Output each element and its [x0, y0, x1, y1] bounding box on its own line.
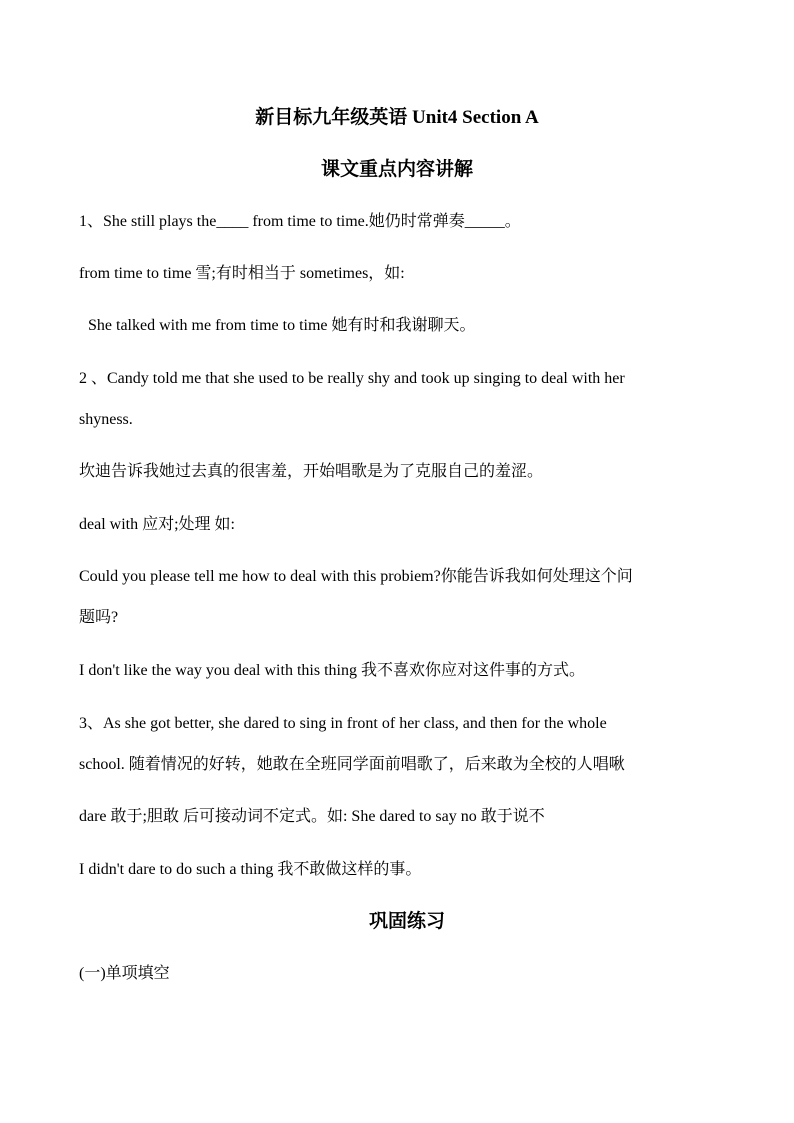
point-3-word-explanation: dare 敢于;胆敢 后可接动词不定式。如: She dared to say no 敢于说不 — [79, 808, 545, 825]
point-2-phrase-explanation: deal with 应对;处理 如: — [79, 516, 235, 533]
point-2-sentence-continued: shyness. — [79, 411, 133, 428]
point-3-sentence: 3、As she got better, she dared to sing in front of her class, and then for the whole — [79, 715, 607, 732]
point-1-example: She talked with me from time to time 她有时和我谢聊天。 — [88, 317, 476, 334]
point-2-sentence: 2 、Candy told me that she used to be really shy and took up singing to deal with her — [79, 370, 625, 387]
point-2-example-2: I don't like the way you deal with this thing 我不喜欢你应对这件事的方式。 — [79, 662, 585, 679]
point-2-example-1: Could you please tell me how to deal with this probiem?你能告诉我如何处理这个问 — [79, 568, 633, 585]
document-subtitle: 课文重点内容讲解 — [320, 159, 473, 180]
practice-title: 巩固练习 — [368, 911, 445, 932]
practice-subheading: (一)单项填空 — [79, 965, 170, 982]
document-title: 新目标九年级英语 Unit4 Section A — [255, 107, 539, 128]
point-1-sentence: 1、She still plays the____ from time to time.她仍时常弹奏_____。 — [79, 213, 521, 230]
point-3-example: I didn't dare to do such a thing 我不敢做这样的事。 — [79, 861, 422, 878]
point-3-translation: school. 随着情况的好转，她敢在全班同学面前唱歌了，后来敢为全校的人唱啾 — [79, 756, 625, 773]
point-2-translation: 坎迪告诉我她过去真的很害羞，开始唱歌是为了克服自己的羞涩。 — [79, 463, 544, 480]
point-2-example-1-continued: 题吗? — [79, 609, 119, 626]
point-1-phrase-explanation: from time to time 雪;有时相当于 sometimes，如: — [79, 265, 405, 282]
